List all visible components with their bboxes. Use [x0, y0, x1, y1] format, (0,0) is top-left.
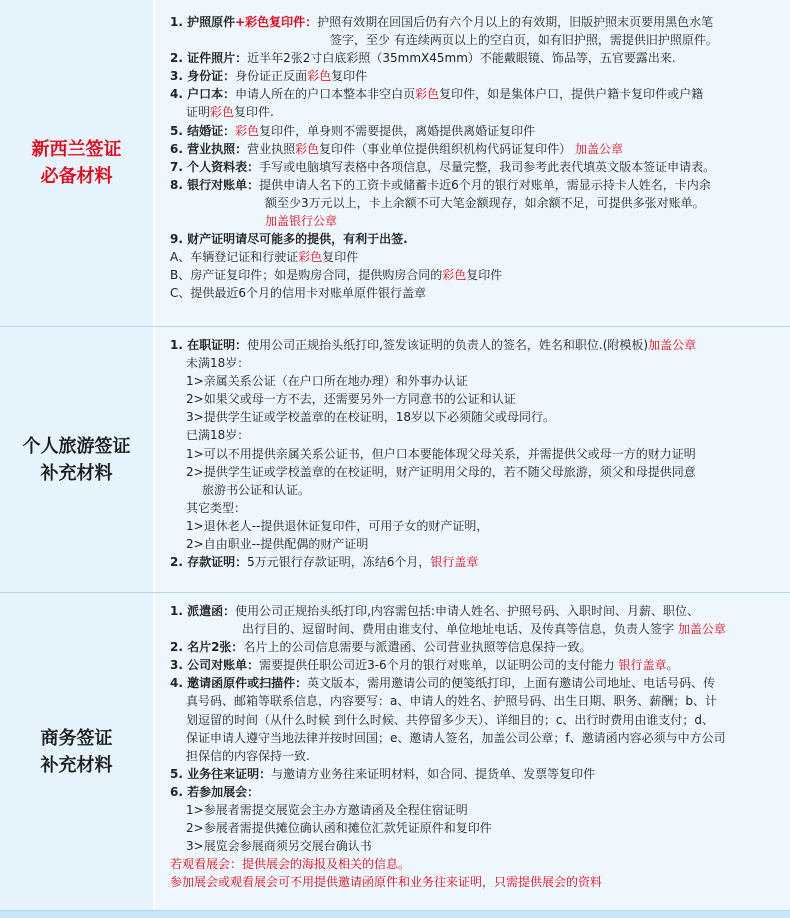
content-line [170, 729, 780, 747]
content-line [170, 801, 780, 819]
text-segment: 1>可以不用提供亲属关系公证书，但户口本要能体现父母关系，并需提供父或母一方的财力证明 [186, 446, 696, 461]
section-label-cell [0, 593, 153, 910]
content-line [170, 819, 780, 837]
text-segment: 护照有效期在回国后仍有六个月以上的有效期，旧版护照末页要用黑色水笔 [317, 15, 714, 29]
text-segment: 使用公司正规抬头纸打印,签发该证明的负责人的签名，姓名和职位.(附模板) [247, 338, 649, 352]
text-segment: 彩色 [295, 141, 320, 156]
section-label: 个人旅游签证 补充材料 [22, 435, 131, 484]
content-line [170, 354, 780, 372]
content-line [170, 67, 780, 85]
text-segment: 未满18岁： [186, 356, 250, 371]
text-segment: 4. 户口本： [170, 87, 236, 102]
text-segment: 加盖公章 [648, 338, 697, 352]
text-segment: 复印件 [466, 268, 503, 283]
text-segment: 名片上的公司信息需要与派遣函、公司营业执照等信息保持一致。 [243, 640, 592, 655]
text-segment: 额至少3万元以上，卡上余额不可大笔金额现存，如余额不足，可提供多张对账单。 [265, 195, 705, 210]
text-segment: 1. 护照原件 [170, 15, 236, 29]
text-segment: 已满18岁： [186, 428, 250, 443]
text-segment: 彩色 [235, 123, 260, 138]
content-line [170, 638, 780, 656]
text-segment: 复印件 [331, 69, 368, 84]
section-required-materials [0, 0, 790, 327]
content-line [170, 49, 780, 67]
text-segment: 复印件 [322, 250, 359, 265]
text-segment: 参加展会或观看展会可不用提供邀请函原件和业务往来证明，只需提供展会的资料 [170, 875, 603, 890]
text-segment: 3>展览会参展商须另交展台确认书 [186, 839, 372, 854]
content-line [170, 517, 780, 535]
text-segment: 2. 存款证明： [170, 555, 248, 570]
content-line [170, 674, 780, 692]
content-line [170, 194, 780, 212]
content-line [170, 13, 780, 31]
text-segment: 手写或电脑填写表格中各项信息，尽量完整，我司参考此表代填英文版本签证申请表。 [259, 159, 716, 174]
content-line [170, 103, 780, 121]
section-label: 商务签证 补充材料 [40, 727, 113, 776]
text-segment: 复印件. [234, 105, 274, 120]
content-line [170, 445, 780, 463]
content-line [170, 783, 780, 801]
text-segment: 2>如果父或母一方不去，还需要另外一方同意书的公证和认证 [186, 392, 516, 407]
section-content [153, 327, 790, 592]
text-segment: 签字，至少 有连续两页以上的空白页，如有旧护照，需提供旧护照原件。 [330, 33, 718, 48]
text-segment: C、提供最近6个月的信用卡对账单原件银行盖章 [170, 286, 427, 301]
text-segment: 保证申请人遵守当地法律并按时回国；e、邀请人签名，加盖公司公章；f、邀请函内容必须与中方公司 [186, 730, 726, 745]
text-segment: 旅游书公证和认证。 [202, 482, 311, 497]
section-content [153, 593, 790, 910]
text-segment: 3. 公司对账单： [170, 658, 260, 673]
text-segment: 1>参展者需提交展览会主办方邀请函及全程住宿证明 [186, 803, 468, 818]
text-segment: 其它类型： [186, 500, 247, 515]
text-segment: 2. 名片2张： [170, 640, 244, 655]
content-line [170, 372, 780, 390]
text-segment: 9. 财产证明请尽可能多的提供，有利于出签. [170, 232, 408, 247]
text-segment: 5万元银行存款证明，冻结6个月， [247, 555, 431, 570]
content-line [170, 390, 780, 408]
content-line [170, 31, 780, 49]
text-segment: 若观看展会：提供展会的海报及相关的信息。 [170, 857, 411, 872]
section-business [0, 593, 790, 911]
text-segment: 。 [666, 658, 679, 673]
text-segment: 复印件，单身则不需要提供，离婚提供离婚证复印件 [259, 123, 536, 138]
text-segment: 2>自由职业--提供配偶的财产证明 [186, 537, 369, 552]
content-line [170, 266, 780, 284]
content-line [170, 765, 780, 783]
text-segment: 加盖公章 [574, 141, 623, 156]
text-segment: 2>提供学生证或学校盖章的在校证明，财产证明用父母的，若不随父母旅游，须父和母提供同意 [186, 464, 696, 479]
content-line [170, 212, 780, 230]
text-segment: 彩色 [415, 87, 440, 102]
content-line [170, 463, 780, 481]
text-segment: 1. 派遣函： [170, 604, 236, 618]
text-segment: 使用公司正规抬头纸打印,内容需包括:申请人姓名、护照号码、入职时间、月薪、职位、 [235, 604, 699, 618]
text-segment: 划逗留的时间（从什么时候 到什么时候、共停留多少天）、详细目的；c、出行时费用由谁支付；d、 [186, 712, 715, 727]
section-personal-tourism [0, 327, 790, 593]
content-line [170, 837, 780, 855]
content-line [170, 620, 780, 638]
text-segment: 银行盖章 [618, 658, 667, 673]
section-label-cell [0, 327, 153, 592]
text-segment: 6. 营业执照： [170, 141, 248, 156]
text-segment: 出行目的、逗留时间、费用由谁支付、单位地址电话、及传真等信息，负责人签字 [242, 622, 678, 637]
section-label-cell [0, 0, 153, 326]
content-line [170, 85, 780, 103]
content-line [170, 230, 780, 248]
text-segment: 彩色 [442, 268, 467, 283]
text-segment: 3>提供学生证或学校盖章的在校证明，18岁以下必须随父或母同行。 [186, 410, 555, 425]
text-segment: 加盖公章 [677, 622, 726, 637]
text-segment: 2>参展者需提供摊位确认函和摊位汇款凭证原件和复印件 [186, 821, 492, 836]
text-segment: 银行盖章 [430, 555, 479, 570]
content-line [170, 499, 780, 517]
content-line [170, 122, 780, 140]
content-line [170, 656, 780, 674]
text-segment: 营业执照 [247, 141, 296, 156]
text-segment: 身份证正反面 [235, 69, 308, 84]
text-segment: 需要提供任职公司近3-6个月的银行对账单，以证明公司的支付能力 [259, 658, 619, 673]
text-segment: 4. 邀请函原件或扫描件： [170, 676, 308, 691]
section-content [153, 0, 790, 326]
text-segment: A、车辆登记证和行驶证 [170, 250, 299, 265]
content-line [170, 855, 780, 873]
content-line [170, 602, 780, 620]
text-segment: 申请人所在的户口本整本非空白页 [235, 87, 416, 102]
content-line [170, 158, 780, 176]
text-segment: 提供申请人名下的工资卡或储蓄卡近6个月的银行对账单，需显示持卡人姓名，卡内余 [259, 177, 711, 192]
content-line [170, 408, 780, 426]
text-segment: 5. 结婚证： [170, 123, 236, 138]
content-line [170, 711, 780, 729]
bottom-strip [0, 911, 790, 918]
section-label: 新西兰签证 必备材料 [31, 139, 122, 187]
text-segment: B、房产证复印件；如是购房合同，提供购房合同的 [170, 268, 443, 283]
content-line [170, 284, 780, 302]
text-segment: 8. 银行对账单： [170, 177, 260, 192]
text-segment: 2. 证件照片： [170, 51, 248, 66]
content-line [170, 426, 780, 444]
text-segment: 复印件，如是集体户口，提供户籍卡复印件或户籍 [439, 87, 704, 102]
text-segment: 与邀请方业务往来证明材料，如合同、提货单、发票等复印件 [271, 766, 596, 781]
text-segment: 近半年2张2寸白底彩照（35mmX45mm）不能戴眼镜、饰品等，五官要露出来. [247, 51, 676, 66]
text-segment: 彩色 [298, 250, 323, 265]
content-line [170, 140, 780, 158]
text-segment: 3. 身份证： [170, 69, 236, 84]
text-segment: 6. 若参加展会： [170, 784, 260, 799]
text-segment: 英文版本，需用邀请公司的便笺纸打印，上面有邀请公司地址、电话号码、传 [307, 676, 716, 691]
content-line [170, 747, 780, 765]
text-segment: +彩色复印件： [235, 15, 318, 29]
content-line [170, 176, 780, 194]
content-line [170, 248, 780, 266]
content-line [170, 481, 780, 499]
content-line [170, 553, 780, 571]
text-segment: 加盖银行公章 [265, 214, 338, 229]
text-segment: 7. 个人资料表： [170, 159, 260, 174]
text-segment: 彩色 [210, 105, 235, 120]
text-segment: 5. 业务往来证明： [170, 766, 272, 781]
content-line [170, 535, 780, 553]
text-segment: 1. 在职证明： [170, 338, 248, 352]
text-segment: 1>亲属关系公证（在户口所在地办理）和外事办认证 [186, 374, 468, 389]
content-line [170, 873, 780, 891]
text-segment: 复印件（事业单位提供组织机构代码证复印件） [319, 141, 575, 156]
text-segment: 证明 [186, 105, 211, 120]
text-segment: 真号码、邮箱等联系信息，内容要写：a、申请人的姓名、护照号码、出生日期、职务、薪酬；b、计 [186, 694, 717, 709]
text-segment: 1>退休老人--提供退休证复印件，可用子女的财产证明， [186, 518, 489, 533]
content-line [170, 692, 780, 710]
content-line [170, 336, 780, 354]
text-segment: 担保信的内容保持一致. [186, 748, 310, 763]
text-segment: 彩色 [307, 69, 332, 84]
